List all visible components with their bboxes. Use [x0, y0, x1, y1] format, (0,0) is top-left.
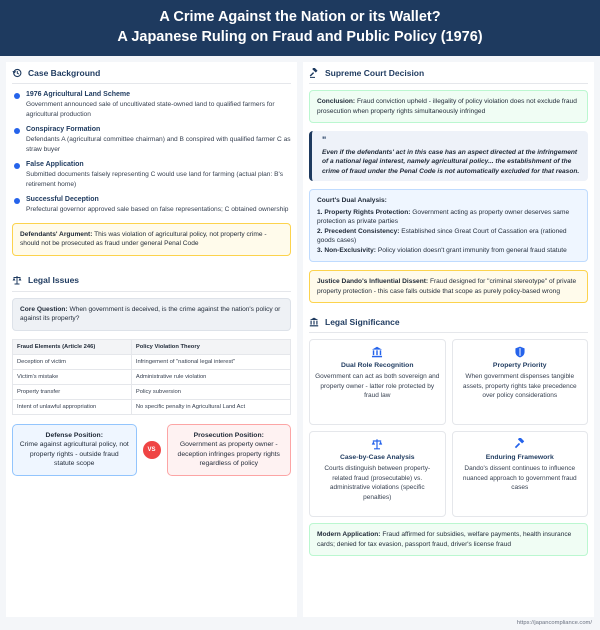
defendants-argument-label: Defendants' Argument: [20, 230, 93, 238]
table-row [13, 354, 291, 369]
timeline-heading: False Application [26, 161, 84, 168]
case-background-heading [12, 62, 291, 84]
significance-card-title: Property Priority [492, 362, 547, 369]
table-header-row [13, 339, 291, 354]
table-cell: Intent of unlawful appropriation [13, 399, 132, 414]
court-quote-text: Even if the defendants' act in this case has an aspect directed at the infringement of a national legal interest, namely agricultural policy... the establishment of the crime of fraud under the Penal Code is not automatically excluded for that reason. [322, 148, 580, 175]
dissent-label: Justice Dando's Influential Dissent: [317, 278, 429, 285]
significance-card-title: Enduring Framework [485, 454, 554, 461]
dual-analysis-label: 2. Precedent Consistency: [317, 227, 400, 235]
conclusion-label: Conclusion: [317, 98, 356, 105]
table-header: Policy Violation Theory [131, 339, 290, 354]
table-cell: Policy subversion [131, 384, 290, 399]
modern-application-text: Fraud affirmed for subsidies, welfare payments, health insurance cards; denied for tax evasion, passport fraud, driver's license fraud [317, 531, 572, 548]
building-icon [371, 346, 383, 358]
source-url: https://japancompliance.com/ [516, 620, 592, 626]
legal-issues-heading [12, 270, 291, 292]
significance-card [309, 339, 446, 425]
dual-analysis-item [317, 208, 580, 227]
dual-analysis-title: Court's Dual Analysis: [317, 197, 387, 204]
table-row [13, 399, 291, 414]
page-subtitle: A Japanese Ruling on Fraud and Public Policy (1976) [117, 29, 483, 45]
timeline-item [12, 90, 291, 119]
right-column [303, 62, 594, 617]
dual-analysis-item [317, 227, 580, 246]
gavel-icon [309, 68, 319, 78]
timeline-heading: Conspiracy Formation [26, 126, 101, 133]
timeline [12, 90, 291, 215]
comparison-table [12, 339, 291, 415]
defendants-argument-text: This was violation of agricultural policy, not property crime - should not be prosecuted as fraud under general Penal Code [20, 230, 267, 247]
timeline-heading: Successful Deception [26, 196, 99, 203]
significance-card-text: Government can act as both sovereign and property owner - latter role protected by fraud law [315, 373, 440, 399]
prosecution-position-text: Government as property owner - deception infringes property rights regardless of policy [177, 441, 280, 467]
scales-icon [12, 275, 22, 285]
prosecution-position-card [167, 424, 292, 476]
table-header: Fraud Elements (Article 246) [13, 339, 132, 354]
modern-application-box [309, 523, 588, 556]
defense-position-text: Crime against agricultural policy, not property rights - outside fraud statute scope [19, 441, 129, 467]
defense-position-card [12, 424, 137, 476]
dual-analysis-item [317, 246, 580, 256]
legal-issues-title: Legal Issues [28, 275, 80, 285]
page-header [0, 0, 600, 56]
table-cell: Property transfer [13, 384, 132, 399]
significance-card-title: Dual Role Recognition [340, 362, 414, 369]
shield-icon [514, 346, 526, 358]
case-background-title: Case Background [28, 67, 101, 78]
timeline-text: Defendants A (agricultural committee chairman) and B conspired with qualified farmer C as straw buyer [26, 136, 291, 153]
building-icon [309, 317, 319, 327]
significance-card-title: Case-by-Case Analysis [339, 454, 415, 461]
dissent-box [309, 270, 588, 303]
table-cell: Victim's mistake [13, 369, 132, 384]
core-question-box [12, 298, 291, 331]
scales-icon [371, 438, 383, 450]
significance-card-text: Dando's dissent continues to influence nuanced approach to government fraud cases [462, 465, 577, 491]
timeline-text: Government announced sale of uncultivated state-owned land to qualified farmers for agricultural production [26, 101, 275, 118]
supreme-court-decision-heading [309, 62, 588, 84]
timeline-text: Submitted documents falsely representing C would use land for farming (actual plan: B's retirement home) [26, 171, 284, 188]
timeline-item [12, 125, 291, 154]
legal-significance-heading [309, 311, 588, 333]
supreme-court-decision-title: Supreme Court Decision [325, 67, 425, 78]
core-question-text: When government is deceived, is the crime against the nation's policy or against its property? [20, 305, 281, 322]
core-question-label: Core Question: [20, 305, 68, 313]
significance-card-text: Courts distinguish between property-related fraud (prosecutable) vs. administrative violations (specific penalties) [324, 465, 431, 501]
prosecution-position-title: Prosecution Position: [193, 431, 264, 439]
page-title: A Crime Against the Nation or its Wallet? [159, 9, 441, 25]
positions-comparison [12, 424, 291, 476]
dissent-text: Fraud designed for "criminal stereotype" of private property protection - this case falls outside that scope as purely policy-based wrong [317, 278, 577, 295]
table-cell: No specific penalty in Agricultural Land Act [131, 399, 290, 414]
defendants-argument-box [12, 223, 291, 256]
table-cell: Deception of victim [13, 354, 132, 369]
gavel-icon [514, 438, 526, 450]
dual-analysis-label: 1. Property Rights Protection: [317, 208, 411, 216]
vs-badge: VS [143, 441, 161, 459]
significance-card-text: When government dispenses tangible assets, property rights take precedence over policy considerations [462, 373, 577, 399]
table-row [13, 369, 291, 384]
left-column [6, 62, 297, 617]
history-icon [12, 68, 22, 78]
dual-analysis-text: Government acting as property owner deserves same protection as private parties [317, 208, 570, 225]
defense-position-title: Defense Position: [45, 431, 103, 439]
timeline-heading: 1976 Agricultural Land Scheme [26, 91, 130, 98]
significance-card [452, 339, 589, 425]
table-row [13, 384, 291, 399]
timeline-item [12, 195, 291, 215]
dual-analysis-box [309, 189, 588, 262]
table-cell: Infringement of "national legal interest" [131, 354, 290, 369]
conclusion-text: Fraud conviction upheld - illegality of policy violation does not exclude fraud prosecution when property rights simultaneously infringed [317, 98, 577, 115]
conclusion-box [309, 90, 588, 123]
significance-card [452, 431, 589, 517]
dual-analysis-text: Policy violation doesn't grant immunity from general fraud statute [376, 246, 567, 254]
significance-grid [309, 339, 588, 517]
court-quote-box [309, 131, 588, 181]
timeline-text: Prefectural governor approved sale based on false representations; C obtained ownership [26, 206, 289, 213]
quote-mark-icon: " [322, 135, 327, 145]
timeline-item [12, 160, 291, 189]
significance-card [309, 431, 446, 517]
table-cell: Administrative rule violation [131, 369, 290, 384]
legal-significance-title: Legal Significance [325, 316, 400, 327]
dual-analysis-label: 3. Non-Exclusivity: [317, 246, 376, 254]
modern-application-label: Modern Application: [317, 531, 381, 538]
dual-analysis-text: Established since Great Court of Cassation era (rationed goods cases) [317, 227, 567, 244]
